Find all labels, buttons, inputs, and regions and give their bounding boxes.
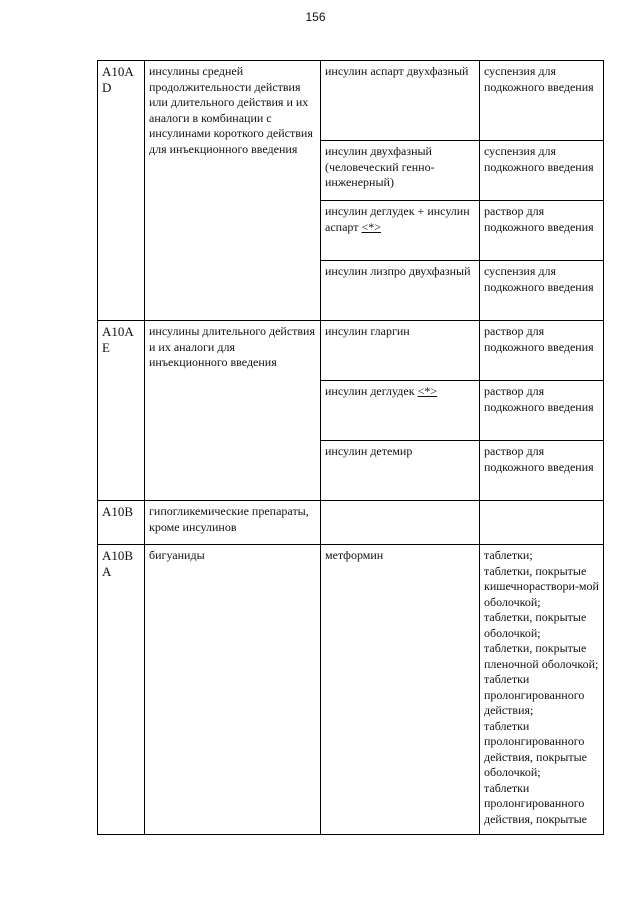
atc-code: A10A D: [102, 64, 134, 95]
dosage-form: суспензия для подкожного введения: [480, 61, 604, 141]
drug-name: инсулин аспарт двухфазный: [325, 64, 469, 78]
drug-name: инсулин гларгин: [325, 324, 410, 338]
drug-name-cell: [321, 441, 480, 501]
drug-name: инсулин деглудек: [325, 384, 415, 398]
drug-name-cell: [321, 61, 480, 141]
dosage-form: раствор для подкожного введения: [480, 201, 604, 261]
drug-name-cell: [321, 141, 480, 201]
drug-name: метформин: [325, 548, 384, 562]
drug-table: [97, 60, 604, 835]
dosage-form: таблетки; таблетки, покрытые кишечнораствори-мой оболочкой; таблетки, покрытые оболочкой; таблетки, покрытые пленочной оболочкой; таблетки пролонгированного действия; таблетки пролонгированного действия, покрытые оболочкой; таблетки пролонгированного действия, покрытые: [480, 545, 604, 835]
drug-name: инсулин детемир: [325, 444, 413, 458]
footnote-reference-link[interactable]: <*>: [361, 219, 382, 234]
drug-name-cell: [321, 545, 480, 835]
atc-code-cell: [98, 501, 145, 545]
drug-name-cell: [321, 261, 480, 321]
dosage-form: раствор для подкожного введения: [480, 321, 604, 381]
drug-name-cell: [321, 381, 480, 441]
dosage-form: [480, 501, 604, 545]
atc-code: A10B A: [102, 548, 134, 579]
group-description: инсулины средней продолжительности действия или длительного действия и их аналоги в комбинации с инсулинами короткого действия для инъекционного введения: [145, 61, 321, 321]
dosage-form: раствор для подкожного введения: [480, 381, 604, 441]
drug-name: инсулин деглудек + инсулин аспарт: [325, 204, 470, 234]
atc-code: A10B: [102, 504, 134, 519]
group-description: гипогликемические препараты, кроме инсулинов: [145, 501, 321, 545]
drug-name: инсулин двухфазный (человеческий генно-инженерный): [325, 144, 435, 189]
dosage-form: раствор для подкожного введения: [480, 441, 604, 501]
page-number: 156: [305, 10, 326, 24]
dosage-form: суспензия для подкожного введения: [480, 261, 604, 321]
footnote-reference-link[interactable]: <*>: [417, 384, 438, 398]
atc-code-cell: [98, 321, 145, 501]
table-row: [98, 501, 604, 545]
atc-code: A10A E: [102, 324, 134, 355]
table-row: [98, 321, 604, 381]
drug-name-cell: [321, 501, 480, 545]
dosage-form: суспензия для подкожного введения: [480, 141, 604, 201]
table-row: [98, 545, 604, 835]
drug-name-cell: [321, 321, 480, 381]
atc-code-cell: [98, 545, 145, 835]
group-description: бигуаниды: [145, 545, 321, 835]
drug-name-cell: [321, 201, 480, 261]
table-row: [98, 61, 604, 141]
drug-name: инсулин лизпро двухфазный: [325, 264, 471, 278]
atc-code-cell: [98, 61, 145, 321]
group-description: инсулины длительного действия и их аналоги для инъекционного введения: [145, 321, 321, 501]
